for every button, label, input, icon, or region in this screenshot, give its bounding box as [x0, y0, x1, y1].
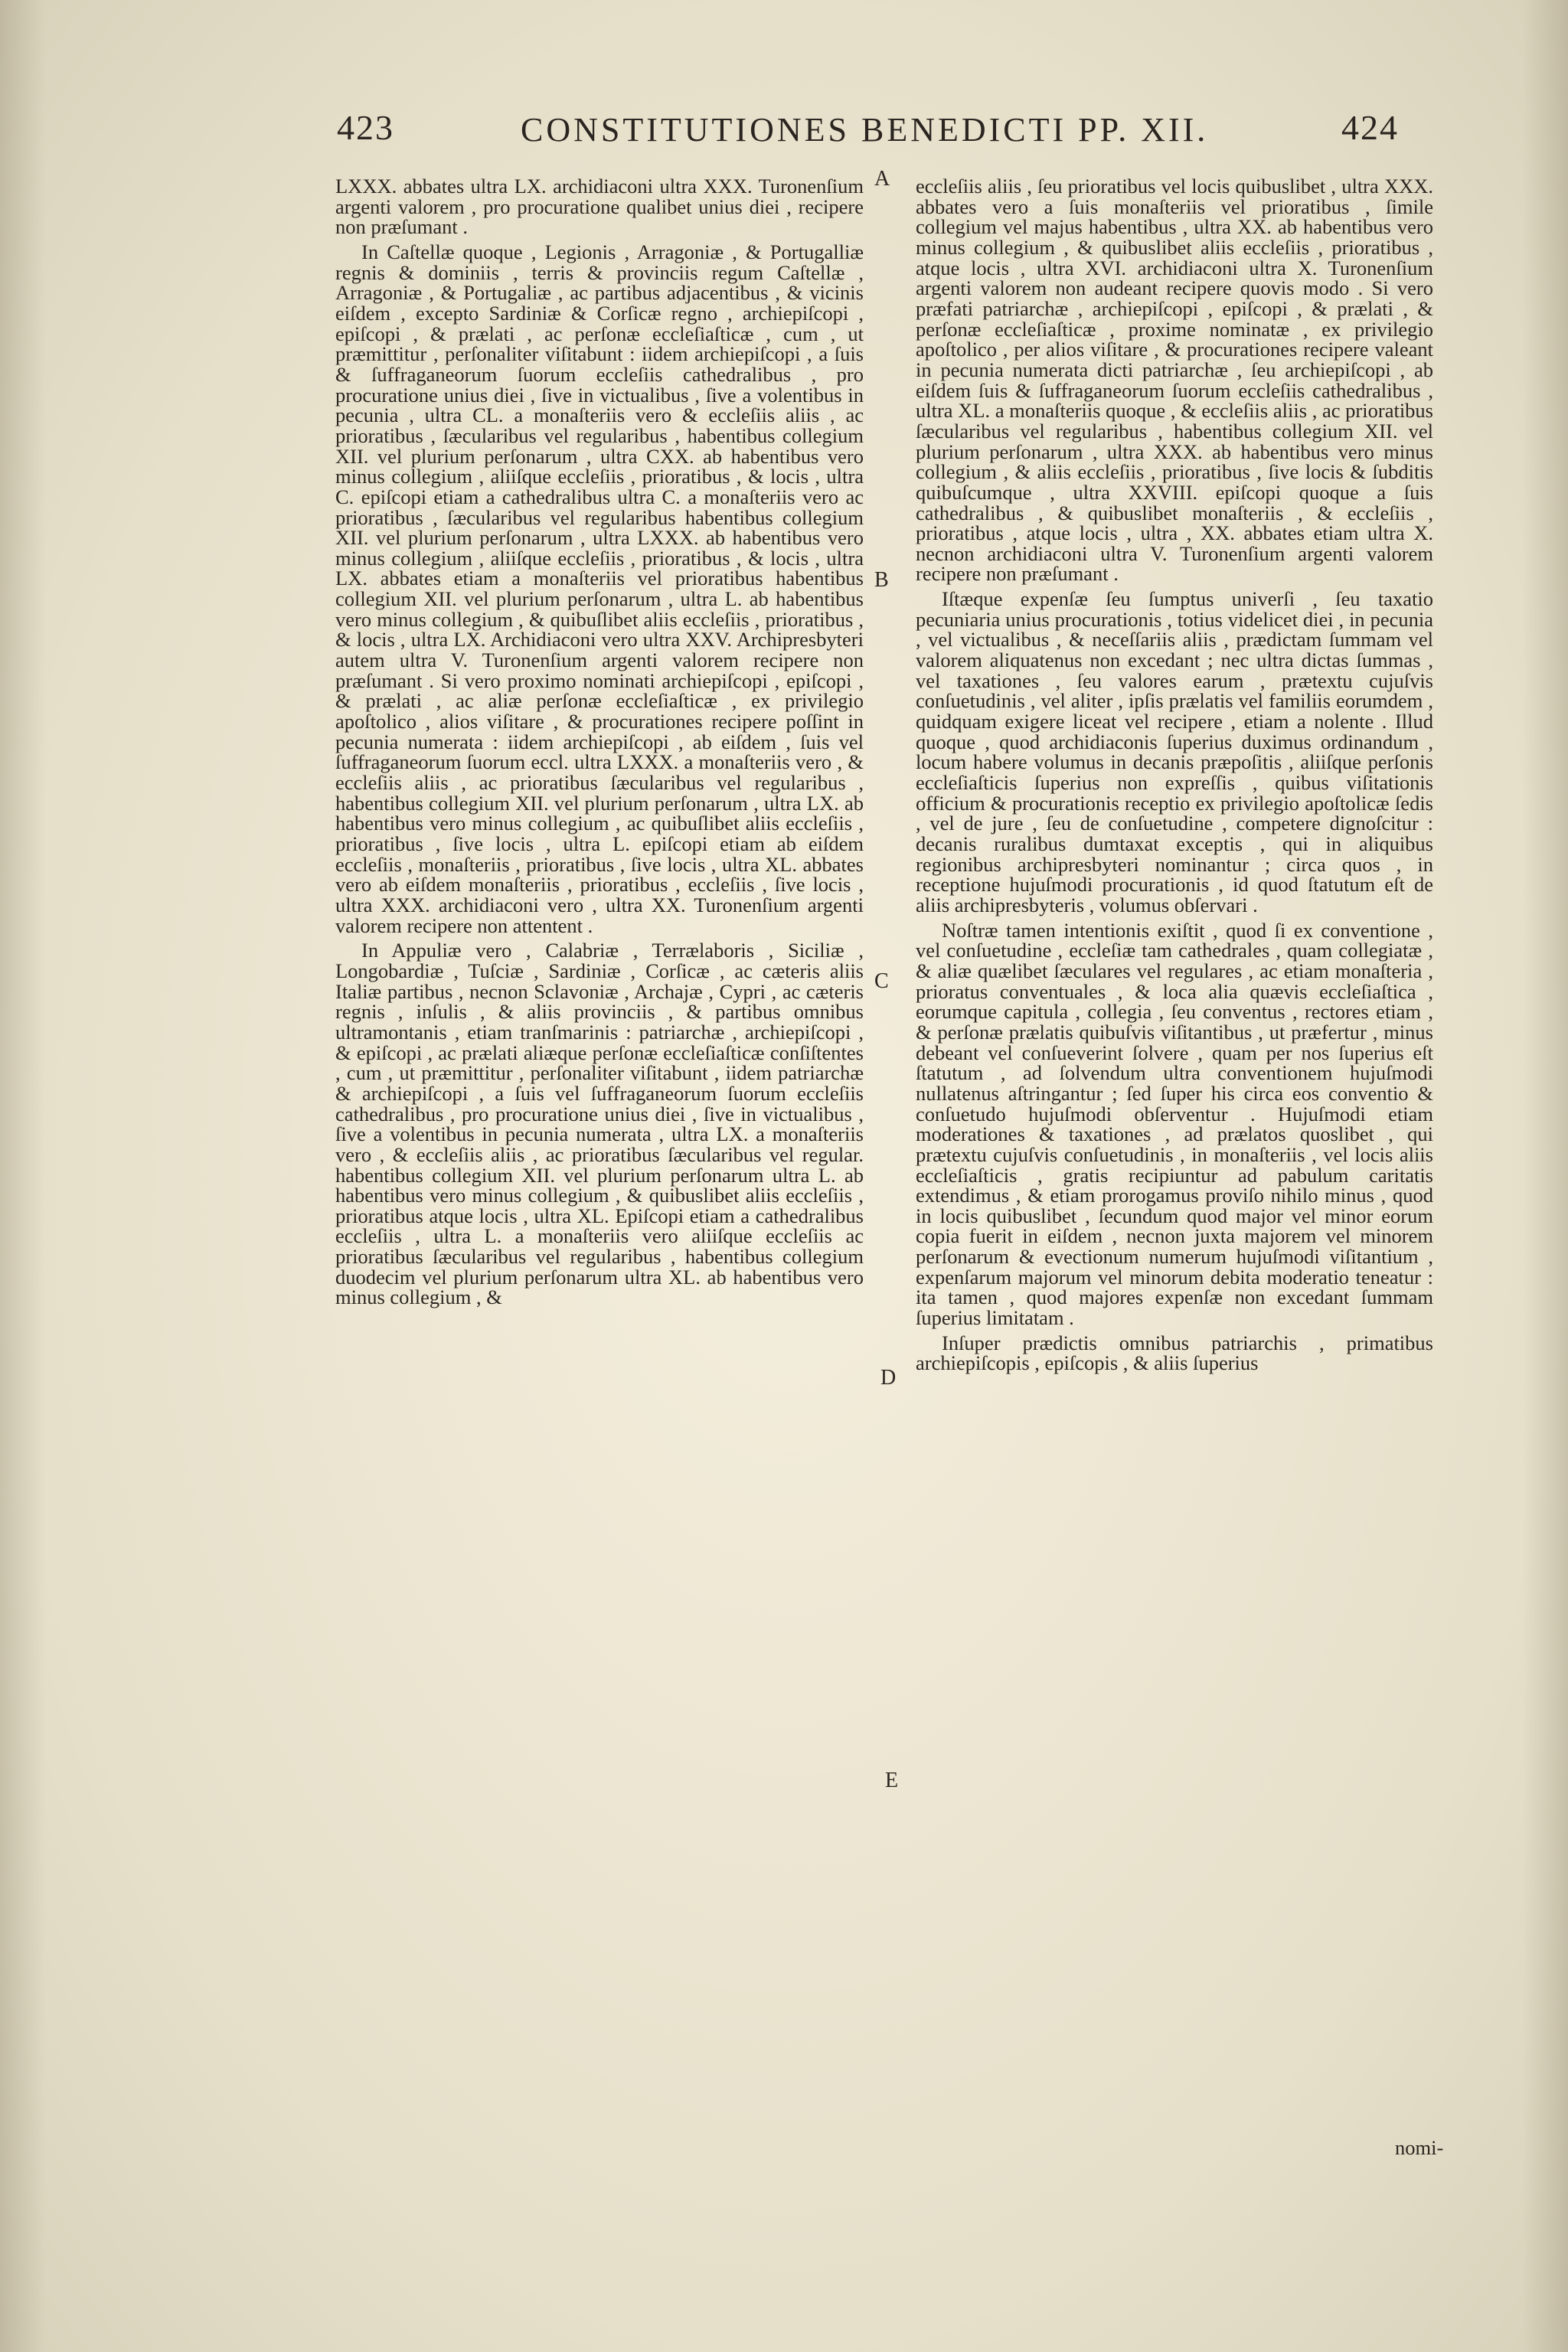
margin-letter-d: D: [880, 1366, 897, 1390]
right-edge-shadow: [1522, 0, 1568, 2352]
right-paragraph-3: Noſtræ tamen intentionis exiſtit , quod ſi ex conventione , vel conſuetudine , eccleſiæ tam cathedrales , quam collegiatæ , & aliæ quælibet ſæculares vel regulares , ac etiam monaſteria , prioratus conventuales , & loca alia quævis eccleſiaſtica , eorumque capitula , collegia , ſeu conventus , rectores etiam , & perſonæ prælatis quibuſvis viſitantibus , ut præfertur , minus debeant vel conſueverint ſolvere , quam per nos ſuperius eſt ſtatutum , ad ſolvendum ultra conventionem hujuſmodi nullatenus aſtringantur ; ſed ſuper his circa eos conventio & conſuetudo hujuſmodi obſerventur . Hujuſmodi etiam moderationes & taxationes , ad prælatos quoslibet , qui prætextu cujuſvis conſuetudinis , in monaſteriis , vel locis aliis eccleſiaſticis , gratis recipiuntur ad pabulum caritatis extendimus , & etiam prorogamus proviſo nihilo minus , quod in locis quibuslibet , ſecundum quod major vel minor eorum copia fuerit in eiſdem , necnon juxta majorem vel minorem perſonarum & evectionum numerum hujuſmodi viſitantium , expenſarum majorum vel minorum debita moderatio teneatur : ita tamen , quod majores expenſæ non excedant ſummam ſuperius limitatam .: [916, 918, 1433, 1330]
right-paragraph-4: Inſuper prædictis omnibus patriarchis , primatibus archiepiſcopis , epiſcopis , & aliis ſuperius: [916, 1331, 1433, 1375]
page-header: [0, 107, 1568, 168]
running-title: CONSTITUTIONES BENEDICTI PP. XII.: [521, 111, 1209, 149]
left-page-number: 423: [337, 108, 394, 147]
margin-letter-e: E: [885, 1769, 899, 1792]
left-text-column: [335, 176, 864, 1312]
right-page-number: 424: [1341, 108, 1399, 147]
margin-letter-c: C: [874, 969, 889, 993]
right-text-column: [916, 176, 1433, 1378]
left-paragraph-1: LXXX. abbates ultra LX. archidiaconi ultra XXX. Turonenſium argenti valorem , pro procuratione qualibet unius diei , recipere non præſumant .: [335, 175, 864, 239]
left-edge-shadow: [0, 0, 46, 2352]
left-paragraph-2: In Caſtellæ quoque , Legionis , Arragoniæ , & Portugalliæ regnis & dominiis , terris & provinciis regum Caſtellæ , Arragoniæ , & Portugaliæ , ac partibus adjacentibus , & vicinis eiſdem , excepto Sardiniæ & Corſicæ regno , archiepiſcopi , epiſcopi , & prælati , ac perſonæ eccleſiaſticæ , cum , ut præmittitur , perſonaliter viſitabunt : iidem archiepiſcopi , a ſuis & ſuffraganeorum ſuorum eccleſiis cathedralibus , pro procuratione unius diei , ſive in victualibus , ſive a volentibus in pecunia , ultra CL. a monaſteriis vero & eccleſiis aliis , ac prioratibus , ſæcularibus vel regularibus , habentibus collegium XII. vel plurium perſonarum , ultra CXX. ab habentibus vero minus collegium , aliiſque eccleſiis , prioratibus , & locis , ultra C. epiſcopi etiam a cathedralibus ultra C. a monaſteriis vero ac prioratibus , ſæcularibus vel regularibus habentibus collegium XII. vel plurium perſonarum , ultra LXXX. ab habentibus vero minus collegium , aliiſque eccleſiis , prioratibus , & locis , ultra LX. abbates etiam a monaſteriis vel prioratibus habentibus collegium XII. vel plurium perſonarum , ultra L. ab habentibus vero minus collegium , & quibuſlibet aliis eccleſiis , prioratibus , & locis , ultra LX. Archidiaconi vero ultra XXV. Archipresbyteri autem ultra V. Turonenſium argenti valorem recipere non præſumant . Si vero proximo nominati archiepiſcopi , epiſcopi , & prælati , ac aliæ perſonæ eccleſiaſticæ , ex privilegio apoſtolico , alios viſitare , & procurationes recipere poſſint in pecunia numerata : iidem archiepiſcopi , ab eiſdem , ſuis vel ſuffraganeorum ſuorum eccl. ultra LXXX. a monaſteriis vero , & eccleſiis aliis , ac prioratibus ſæcularibus vel regularibus , habentibus collegium XII. vel plurium perſonarum , ultra LX. ab habentibus vero minus collegium , ac quibuſlibet aliis eccleſiis , prioratibus , ſive locis , ultra L. epiſcopi etiam ab eiſdem eccleſiis , monaſteriis , prioratibus , ſive locis , ultra XL. abbates vero ab eiſdem monaſteriis , prioratibus , eccleſiis , ſive locis , ultra XXX. archidiaconi vero , ultra XX. Turonenſium argenti valorem recipere non attentent .: [335, 240, 864, 937]
catchword: nomi-: [1395, 2136, 1444, 2159]
right-paragraph-2: Iſtæque expenſæ ſeu ſumptus univerſi , ſeu taxatio pecuniaria unius procurationis , totius videlicet diei , in pecunia , vel victualibus , & neceſſariis aliis , prædictam ſummam vel valorem aliquatenus non excedant ; nec ultra dictas ſummas , vel taxationes , ſeu valores earum , prætextu cujuſvis conſuetudinis , vel aliter , ipſis prælatis vel familiis eorumdem , quidquam exigere liceat vel recipere , etiam a nolente . Illud quoque , quod archidiaconis ſuperius duximus ordinandum , locum habere volumus in decanis præpoſitis , aliiſque perſonis eccleſiaſticis ſuperius non expreſſis , quibus viſitationis officium & procurationis receptio ex privilegio apoſtolicæ ſedis , vel de jure , ſeu de conſuetudine , competere dignoſcitur : decanis ruralibus dumtaxat exceptis , qui in aliquibus regionibus archipresbyteri nominantur ; circa quos , in receptione hujuſmodi procurationis , id quod ſtatutum eſt de aliis archipresbyteris , volumus obſervari .: [916, 587, 1433, 916]
margin-letter-a: A: [874, 167, 890, 191]
margin-letter-b: B: [874, 568, 889, 592]
left-paragraph-3: In Appuliæ vero , Calabriæ , Terrælaboris , Siciliæ , Longobardiæ , Tuſciæ , Sardiniæ , Corſicæ , ac cæteris aliis Italiæ partibus , necnon Sclavoniæ , Archajæ , Cypri , ac cæteris regnis , inſulis , & aliis provinciis , & partibus omnibus ultramontanis , etiam tranſmarinis : patriarchæ , archiepiſcopi , & epiſcopi , ac prælati aliæque perſonæ eccleſiaſticæ conſiſtentes , cum , ut præmittitur , perſonaliter viſitabunt , iidem patriarchæ & archiepiſcopi , a ſuis vel ſuffraganeorum ſuorum eccleſiis cathedralibus , pro procuratione unius diei , ſive in victualibus , ſive a volentibus in pecunia numerata , ultra LX. a monaſteriis vero , & eccleſiis aliis , ac prioratibus ſæcularibus vel regular. habentibus collegium XII. vel plurium perſonarum ultra L. ab habentibus vero minus collegium , & quibuslibet aliis eccleſiis , prioratibus atque locis , ultra XL. Epiſcopi etiam a cathedralibus eccleſiis , ultra L. a monaſteriis vero aliiſque eccleſiis ac prioratibus ſæcularibus vel regularibus , habentibus collegium duodecim vel plurium perſonarum ultra XL. ab habentibus vero minus collegium , &: [335, 939, 864, 1309]
right-paragraph-1: eccleſiis aliis , ſeu prioratibus vel locis quibuslibet , ultra XXX. abbates vero a ſuis monaſteriis vel prioratibus , ſimile collegium vel majus habentibus , ultra XX. ab habentibus vero minus collegium , & quibuslibet aliis eccleſiis , prioratibus , atque locis , ultra XVI. archidiaconi ultra X. Turonenſium argenti valorem non audeant recipere quovis modo . Si vero præfati patriarchæ , archiepiſcopi , epiſcopi , & prælati , & perſonæ eccleſiaſticæ , proxime nominatæ , ex privilegio apoſtolico , per alios viſitare , & procurationes recipere valeant in pecunia numerata dicti patriarchæ , ſeu archiepiſcopi , ab eiſdem ſuis & ſuffraganeorum ſuorum eccleſiis cathedralibus , ultra XL. a monaſteriis quoque , & eccleſiis aliis , ac prioratibus ſæcularibus vel regularibus , habentibus collegium XII. vel plurium perſonarum , ultra XXX. ab habentibus vero minus collegium , & aliis eccleſiis , prioratibus , ſive locis & ſubditis quibuſcumque , ultra XXVIII. epiſcopi quoque a ſuis cathedralibus , & quibuslibet monaſteriis , & eccleſiis , prioratibus , atque locis , ultra , XX. abbates etiam ultra X. necnon archidiaconi ultra V. Turonenſium argenti valorem recipere non præſumant .: [916, 175, 1433, 586]
